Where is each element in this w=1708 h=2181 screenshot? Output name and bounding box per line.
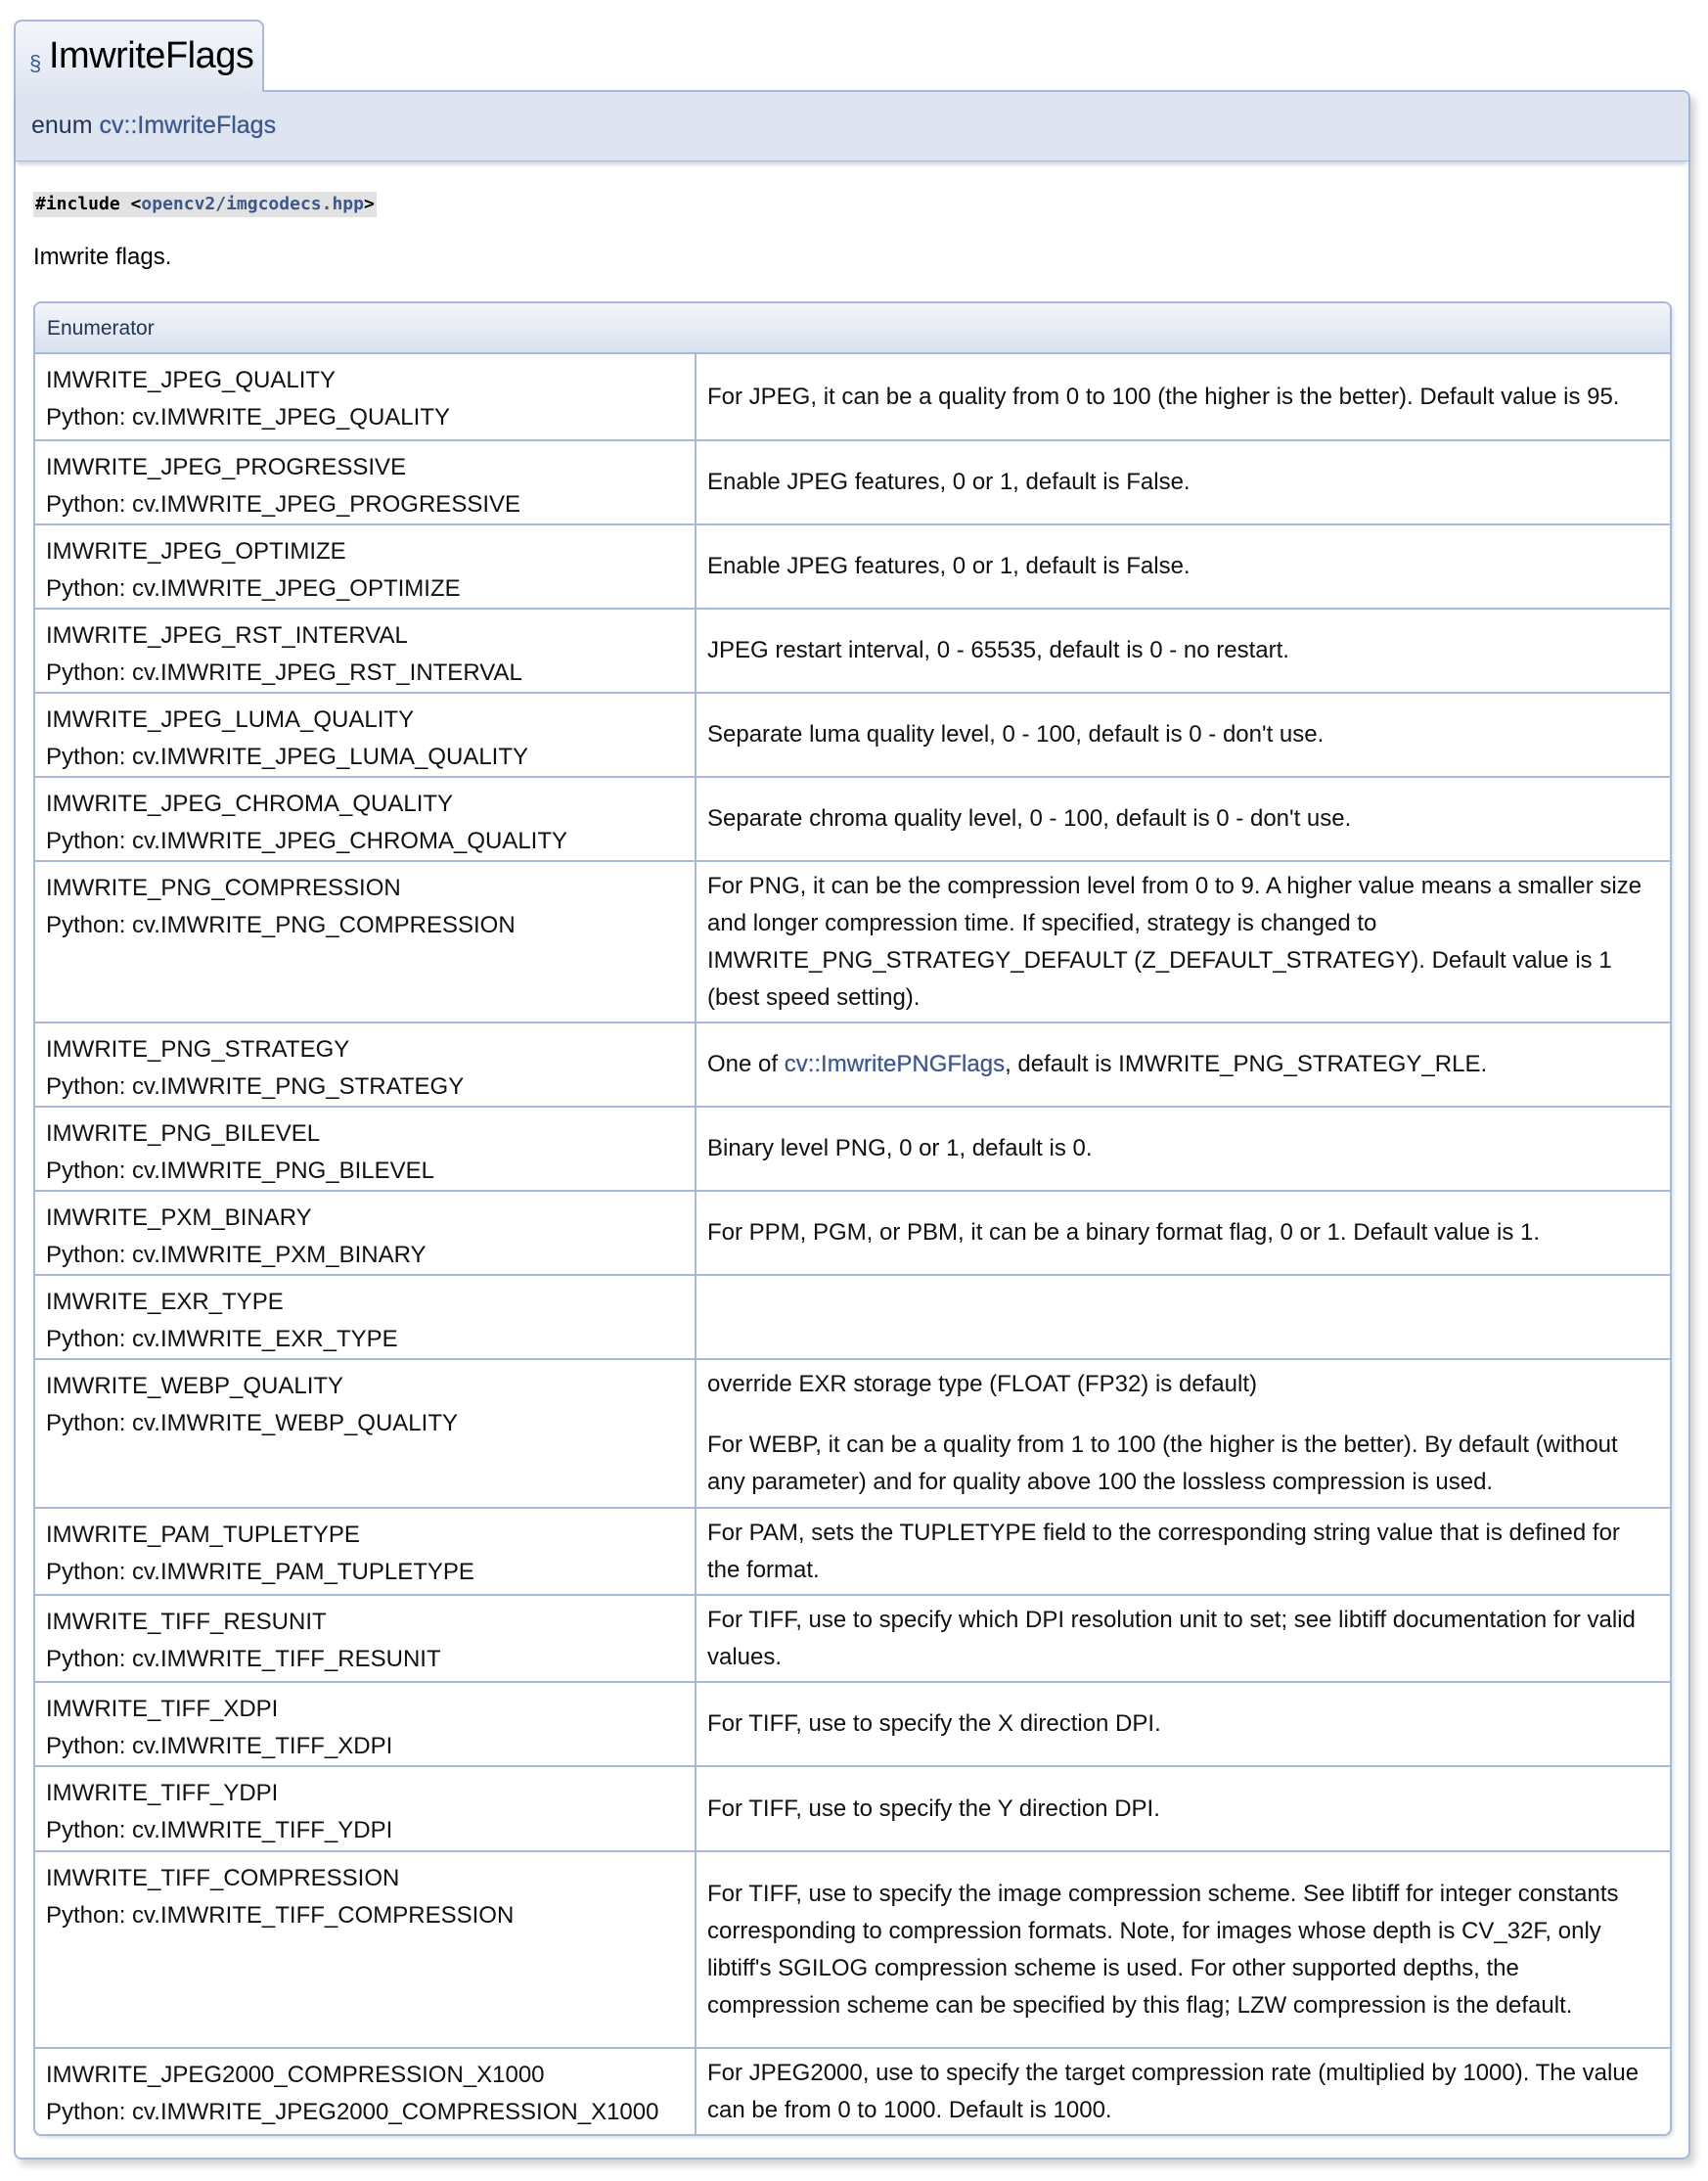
- enum-prototype: [16, 92, 1688, 161]
- enumerator-name-cell: [35, 1767, 697, 1850]
- include-header-link[interactable]: opencv2/imgcodecs.hpp: [141, 194, 364, 214]
- enumerator-row: [35, 354, 1670, 441]
- enumerator-name: IMWRITE_PXM_BINARY: [46, 1204, 312, 1231]
- include-close-bracket: >: [363, 194, 375, 214]
- enumerator-python-name: Python: cv.IMWRITE_JPEG_CHROMA_QUALITY: [46, 828, 568, 854]
- description-text: , default is IMWRITE_PNG_STRATEGY_RLE.: [1005, 1051, 1488, 1077]
- enumerator-python-name: Python: cv.IMWRITE_TIFF_COMPRESSION: [46, 1902, 515, 1929]
- include-open-bracket: <: [130, 194, 142, 214]
- enumerator-description-cell: [697, 1683, 1670, 1765]
- enumerator-row: [35, 610, 1670, 694]
- enumerator-name-cell: [35, 694, 697, 776]
- enumerator-python-name: Python: cv.IMWRITE_PNG_BILEVEL: [46, 1158, 435, 1184]
- enumerator-description-cell: [697, 1192, 1670, 1274]
- enumerator-name: IMWRITE_PNG_COMPRESSION: [46, 875, 401, 901]
- enumerator-name-cell: [35, 1852, 697, 2047]
- enumerator-name-cell: [35, 1108, 697, 1190]
- enumerator-description: For WEBP, it can be a quality from 1 to 100 (the higher is the better). By default (without any parameter) and for quality above 100 the lossless compression is used.: [707, 1431, 1618, 1495]
- enumerator-name-cell: [35, 1276, 697, 1358]
- enumerator-description-cell: [697, 1276, 1670, 1358]
- enumerator-description: Separate luma quality level, 0 - 100, default is 0 - don't use.: [707, 721, 1325, 748]
- enumerator-description: For PAM, sets the TUPLETYPE field to the corresponding string value that is defined for the format.: [707, 1519, 1620, 1583]
- enumerator-python-name: Python: cv.IMWRITE_PNG_STRATEGY: [46, 1073, 465, 1100]
- brief-description: Imwrite flags.: [33, 244, 172, 270]
- enumerator-name-cell: [35, 441, 697, 523]
- enumerator-description: For JPEG2000, use to specify the target compression rate (multiplied by 1000). The value can be from 0 to 1000. Default is 1000.: [707, 2059, 1640, 2123]
- enumerator-name: IMWRITE_WEBP_QUALITY: [46, 1373, 344, 1399]
- enumerator-name: IMWRITE_TIFF_COMPRESSION: [46, 1865, 400, 1891]
- enumerator-name: IMWRITE_EXR_TYPE: [46, 1289, 284, 1315]
- enumerator-description: Enable JPEG features, 0 or 1, default is False.: [707, 469, 1191, 495]
- enum-keyword: enum: [31, 112, 93, 139]
- enumerator-description-cell: [697, 354, 1670, 439]
- enumerator-row: [35, 1276, 1670, 1360]
- enumerator-name: IMWRITE_JPEG2000_COMPRESSION_X1000: [46, 2062, 545, 2088]
- enumerator-name-cell: [35, 862, 697, 1022]
- enumerator-name: IMWRITE_TIFF_YDPI: [46, 1780, 279, 1806]
- enumerator-description-cell: [697, 525, 1670, 608]
- enumerator-row: [35, 441, 1670, 525]
- enumerator-description: For PNG, it can be the compression level from 0 to 9. A higher value means a smaller size and longer compression time. If specified, strategy is changed to IMWRITE_PNG_STRATEGY_DEFAULT (Z_DEFAULT_STRATEGY). Default value is 1 (best speed setting).: [707, 872, 1642, 1011]
- enumerator-description: [707, 1046, 1656, 1083]
- anchor-permalink-icon[interactable]: §: [29, 51, 42, 75]
- enumerator-name-cell: [35, 1683, 697, 1765]
- enumerator-name: IMWRITE_TIFF_XDPI: [46, 1696, 279, 1722]
- enumerator-description: For TIFF, use to specify the X direction DPI.: [707, 1710, 1161, 1737]
- enumerator-name-cell: [35, 1192, 697, 1274]
- enumerator-name-cell: [35, 778, 697, 860]
- enumerator-description: For PPM, PGM, or PBM, it can be a binary format flag, 0 or 1. Default value is 1.: [707, 1219, 1541, 1246]
- enumerator-name-cell: [35, 354, 697, 439]
- enumerator-row: [35, 778, 1670, 862]
- enumerator-description-cell: [697, 2049, 1670, 2134]
- enumerator-description-cell: [697, 610, 1670, 692]
- enumerator-description: override EXR storage type (FLOAT (FP32) is default): [707, 1371, 1257, 1397]
- enumerator-row: [35, 1509, 1670, 1596]
- enumerator-row: [35, 525, 1670, 610]
- enumerator-row: [35, 1108, 1670, 1192]
- enumerator-table: [33, 301, 1672, 2136]
- enumerator-name: IMWRITE_JPEG_RST_INTERVAL: [46, 622, 408, 649]
- enumerator-name: IMWRITE_JPEG_PROGRESSIVE: [46, 454, 407, 480]
- enumerator-python-name: Python: cv.IMWRITE_WEBP_QUALITY: [46, 1410, 458, 1436]
- enumerator-name: IMWRITE_JPEG_QUALITY: [46, 367, 337, 393]
- enumerator-table-header: Enumerator: [35, 303, 1670, 354]
- enumerator-python-name: Python: cv.IMWRITE_EXR_TYPE: [46, 1326, 398, 1352]
- member-doc-box: [14, 90, 1690, 2159]
- enumerator-name-cell: [35, 610, 697, 692]
- enumerator-description-cell: [697, 862, 1670, 1022]
- section-title: ImwriteFlags: [49, 35, 254, 76]
- enumerator-description-cell: [697, 1108, 1670, 1190]
- enumerator-name: IMWRITE_PAM_TUPLETYPE: [46, 1522, 360, 1548]
- enumerator-description: For TIFF, use to specify which DPI resolution unit to set; see libtiff documentation for valid values.: [707, 1606, 1636, 1670]
- enumerator-row: [35, 1192, 1670, 1276]
- enumerator-description-cell: [697, 441, 1670, 523]
- enumerator-python-name: Python: cv.IMWRITE_TIFF_YDPI: [46, 1817, 393, 1843]
- enumerator-description: Binary level PNG, 0 or 1, default is 0.: [707, 1135, 1093, 1161]
- enumerator-description: Enable JPEG features, 0 or 1, default is False.: [707, 553, 1191, 579]
- enumerator-description: For TIFF, use to specify the image compression scheme. See libtiff for integer constants corresponding to compression formats. Note, for images whose depth is CV_32F, only libtiff's SGILOG compression scheme is used. For other supported depths, the compression scheme can be specified by this flag; LZW compression is the default.: [707, 1880, 1619, 2019]
- enumerator-name: IMWRITE_PNG_BILEVEL: [46, 1120, 321, 1147]
- enumerator-name: IMWRITE_TIFF_RESUNIT: [46, 1609, 327, 1635]
- enumerator-description: For JPEG, it can be a quality from 0 to 100 (the higher is the better). Default value is 95.: [707, 383, 1620, 410]
- enumerator-name: IMWRITE_PNG_STRATEGY: [46, 1036, 350, 1063]
- enumerator-description-cell: [697, 1360, 1670, 1507]
- enumerator-python-name: Python: cv.IMWRITE_JPEG_PROGRESSIVE: [46, 491, 521, 518]
- enum-name-link[interactable]: cv::ImwriteFlags: [99, 112, 277, 139]
- enumerator-description-cell: [697, 1767, 1670, 1850]
- include-keyword: #include: [35, 194, 120, 214]
- enumerator-name: IMWRITE_JPEG_CHROMA_QUALITY: [46, 791, 454, 817]
- enumerator-description-cell: [697, 1023, 1670, 1106]
- enumerator-name-cell: [35, 525, 697, 608]
- enumerator-row: [35, 1852, 1670, 2049]
- imwrite-png-flags-link[interactable]: cv::ImwritePNGFlags: [784, 1051, 1006, 1077]
- enumerator-name: IMWRITE_JPEG_LUMA_QUALITY: [46, 706, 415, 733]
- include-directive: [33, 192, 377, 217]
- enumerator-python-name: Python: cv.IMWRITE_JPEG_RST_INTERVAL: [46, 659, 522, 686]
- enumerator-python-name: Python: cv.IMWRITE_JPEG2000_COMPRESSION_X1000: [46, 2099, 659, 2125]
- enumerator-row: [35, 1023, 1670, 1108]
- enumerator-python-name: Python: cv.IMWRITE_PAM_TUPLETYPE: [46, 1559, 474, 1585]
- enumerator-row: [35, 1767, 1670, 1852]
- enumerator-name-cell: [35, 1360, 697, 1507]
- enumerator-python-name: Python: cv.IMWRITE_PNG_COMPRESSION: [46, 912, 516, 938]
- enumerator-python-name: Python: cv.IMWRITE_JPEG_OPTIMIZE: [46, 575, 461, 602]
- enumerator-row: [35, 1596, 1670, 1683]
- enumerator-python-name: Python: cv.IMWRITE_JPEG_LUMA_QUALITY: [46, 744, 529, 770]
- enumerator-description-cell: [697, 1596, 1670, 1681]
- enumerator-python-name: Python: cv.IMWRITE_TIFF_XDPI: [46, 1733, 393, 1759]
- enumerator-row: [35, 1360, 1670, 1509]
- enumerator-row: [35, 1683, 1670, 1767]
- enumerator-description-cell: [697, 1852, 1670, 2047]
- enumerator-name-cell: [35, 1023, 697, 1106]
- enumerator-python-name: Python: cv.IMWRITE_PXM_BINARY: [46, 1242, 427, 1268]
- enumerator-row: [35, 2049, 1670, 2134]
- enumerator-python-name: Python: cv.IMWRITE_JPEG_QUALITY: [46, 404, 450, 431]
- enumerator-python-name: Python: cv.IMWRITE_TIFF_RESUNIT: [46, 1646, 441, 1672]
- enumerator-description: Separate chroma quality level, 0 - 100, default is 0 - don't use.: [707, 805, 1352, 832]
- enumerator-row: [35, 694, 1670, 778]
- enumerator-description: JPEG restart interval, 0 - 65535, default is 0 - no restart.: [707, 637, 1289, 663]
- enumerator-name-cell: [35, 2049, 697, 2134]
- enumerator-description-cell: [697, 1509, 1670, 1594]
- enumerator-description: For TIFF, use to specify the Y direction DPI.: [707, 1795, 1160, 1822]
- enumerator-description-cell: [697, 778, 1670, 860]
- description-text: One of: [707, 1051, 785, 1077]
- enumerator-row: [35, 862, 1670, 1023]
- enumerator-name-cell: [35, 1596, 697, 1681]
- enumerator-name: IMWRITE_JPEG_OPTIMIZE: [46, 538, 346, 565]
- enumerator-description-cell: [697, 694, 1670, 776]
- section-title-tab: [14, 20, 264, 92]
- enumerator-name-cell: [35, 1509, 697, 1594]
